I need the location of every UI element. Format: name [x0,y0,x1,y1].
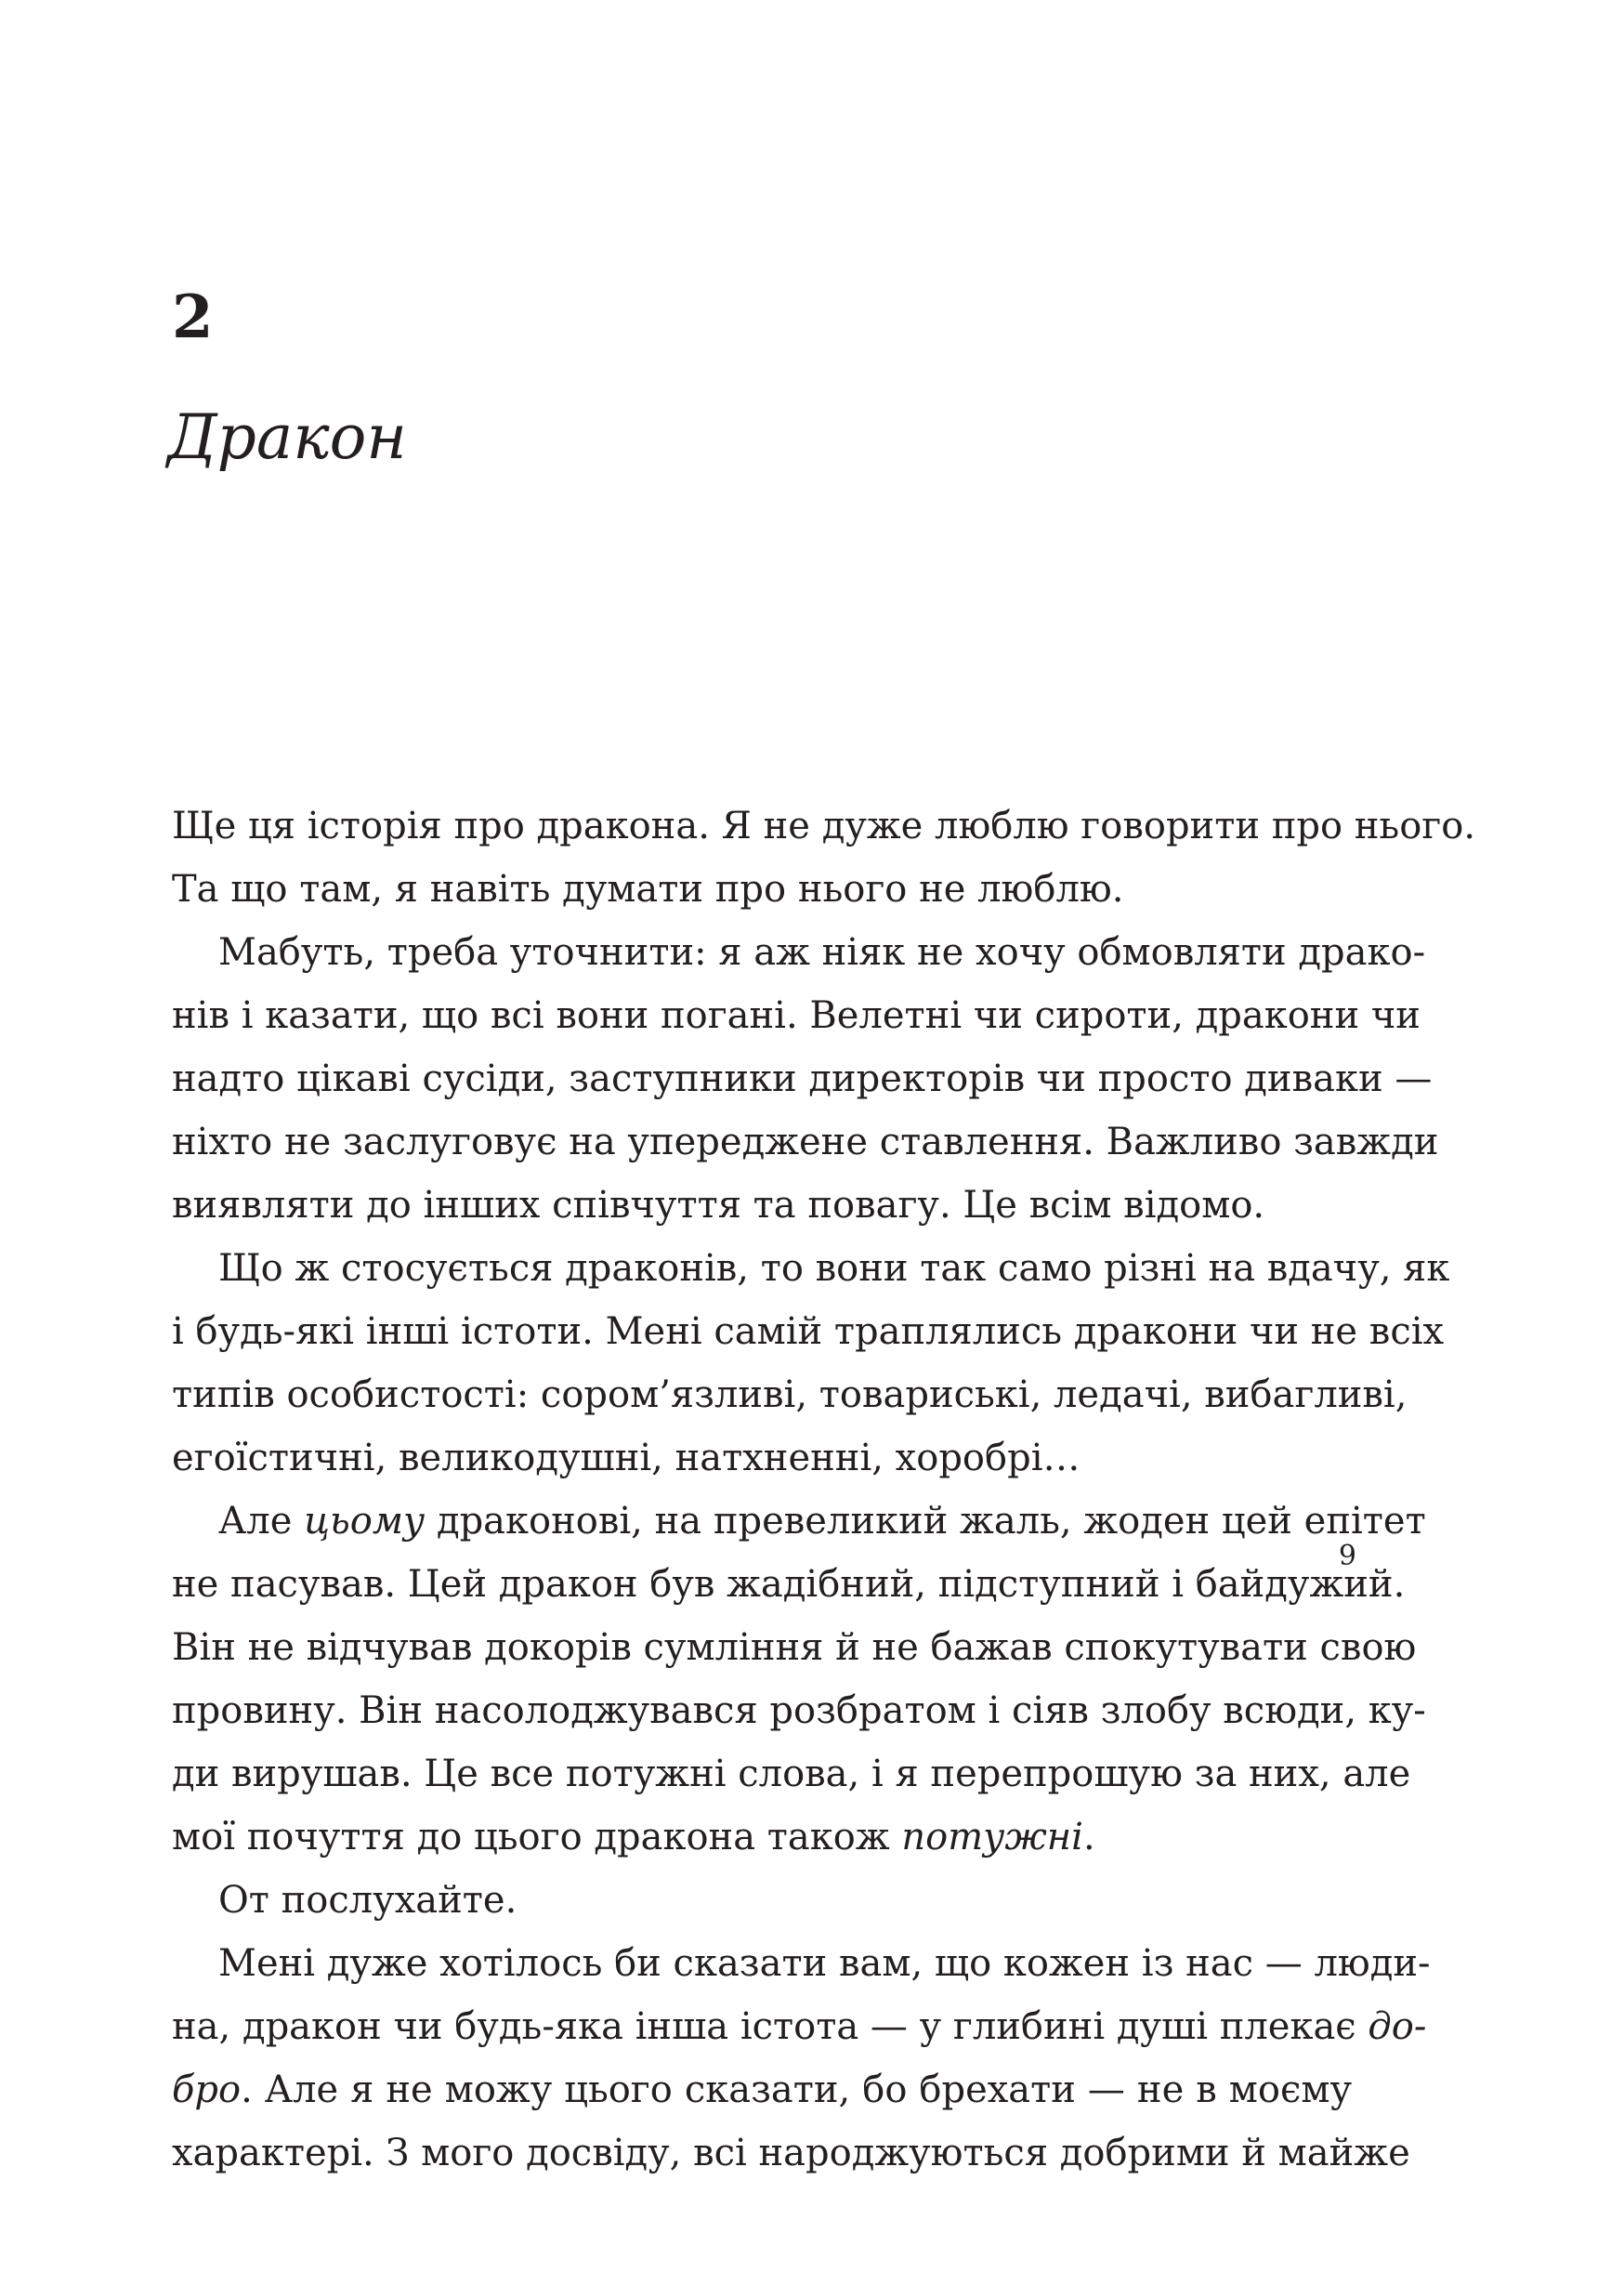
text-line: нів і казати, що всі вони погані. Велетні чи сироти, дракони чи [172,994,1421,1037]
text-line: провину. Він насолоджувався розбратом і сіяв злобу всюди, ку- [172,1689,1426,1732]
text-line: не пасував. Цей дракон був жадібний, підступний і байдужий. [172,1563,1406,1606]
text-line: надто цікаві сусіди, заступники директорів чи просто диваки — [172,1057,1433,1100]
text-line: Але цьому драконові, на превеликий жаль, жоден цей епітет [218,1500,1426,1543]
text-line: ди вирушав. Це все потужні слова, і я перепрошую за них, але [172,1753,1411,1795]
text-line: мої почуття до цього дракона також потужні. [172,1816,1095,1858]
emphasis: цьому [304,1500,426,1543]
text-line: на, дракон чи будь-яка інша істота — у глибині душі плекає до- [172,2005,1427,2048]
text-line: егоїстичні, великодушні, натхненні, хоробрі… [172,1437,1080,1479]
text-line: бро. Але я не можу цього сказати, бо брехати — не в моєму [172,2068,1352,2111]
emphasis: бро [172,2068,242,2111]
body-text [172,795,1476,2185]
chapter-title: Дракон [167,401,407,473]
text-line: Ще ця історія про дракона. Я не дуже люблю говорити про нього. [172,805,1476,847]
text-line: Мабуть, треба уточнити: я аж ніяк не хочу обмовляти драко- [218,931,1426,974]
emphasis: потужні [901,1816,1083,1858]
text-line: виявляти до інших співчуття та повагу. Це всім відомо. [172,1184,1265,1227]
text-line: Що ж стосується драконів, то вони так само різні на вдачу, як [218,1247,1450,1290]
chapter-number: 2 [172,282,214,352]
text-line: От послухайте. [218,1879,517,1922]
text-line: і будь-які інші істоти. Мені самій траплялись дракони чи не всіх [172,1310,1445,1353]
text-line: Та що там, я навіть думати про нього не люблю. [172,868,1124,911]
emphasis: до- [1368,2005,1427,2048]
text-line: ніхто не заслуговує на упереджене ставлення. Важливо завжди [172,1121,1439,1163]
text-line: Мені дуже хотілось би сказати вам, що кожен із нас — люди- [218,1942,1431,1985]
text-line: типів особистості: сором’язливі, товариські, ледачі, вибагливі, [172,1373,1408,1416]
text-line: Він не відчував докорів сумління й не бажав спокутувати свою [172,1626,1417,1669]
text-line: характері. З мого досвіду, всі народжуються добрими й майже [172,2132,1410,2174]
page-number: 9 [1338,1540,1356,1572]
